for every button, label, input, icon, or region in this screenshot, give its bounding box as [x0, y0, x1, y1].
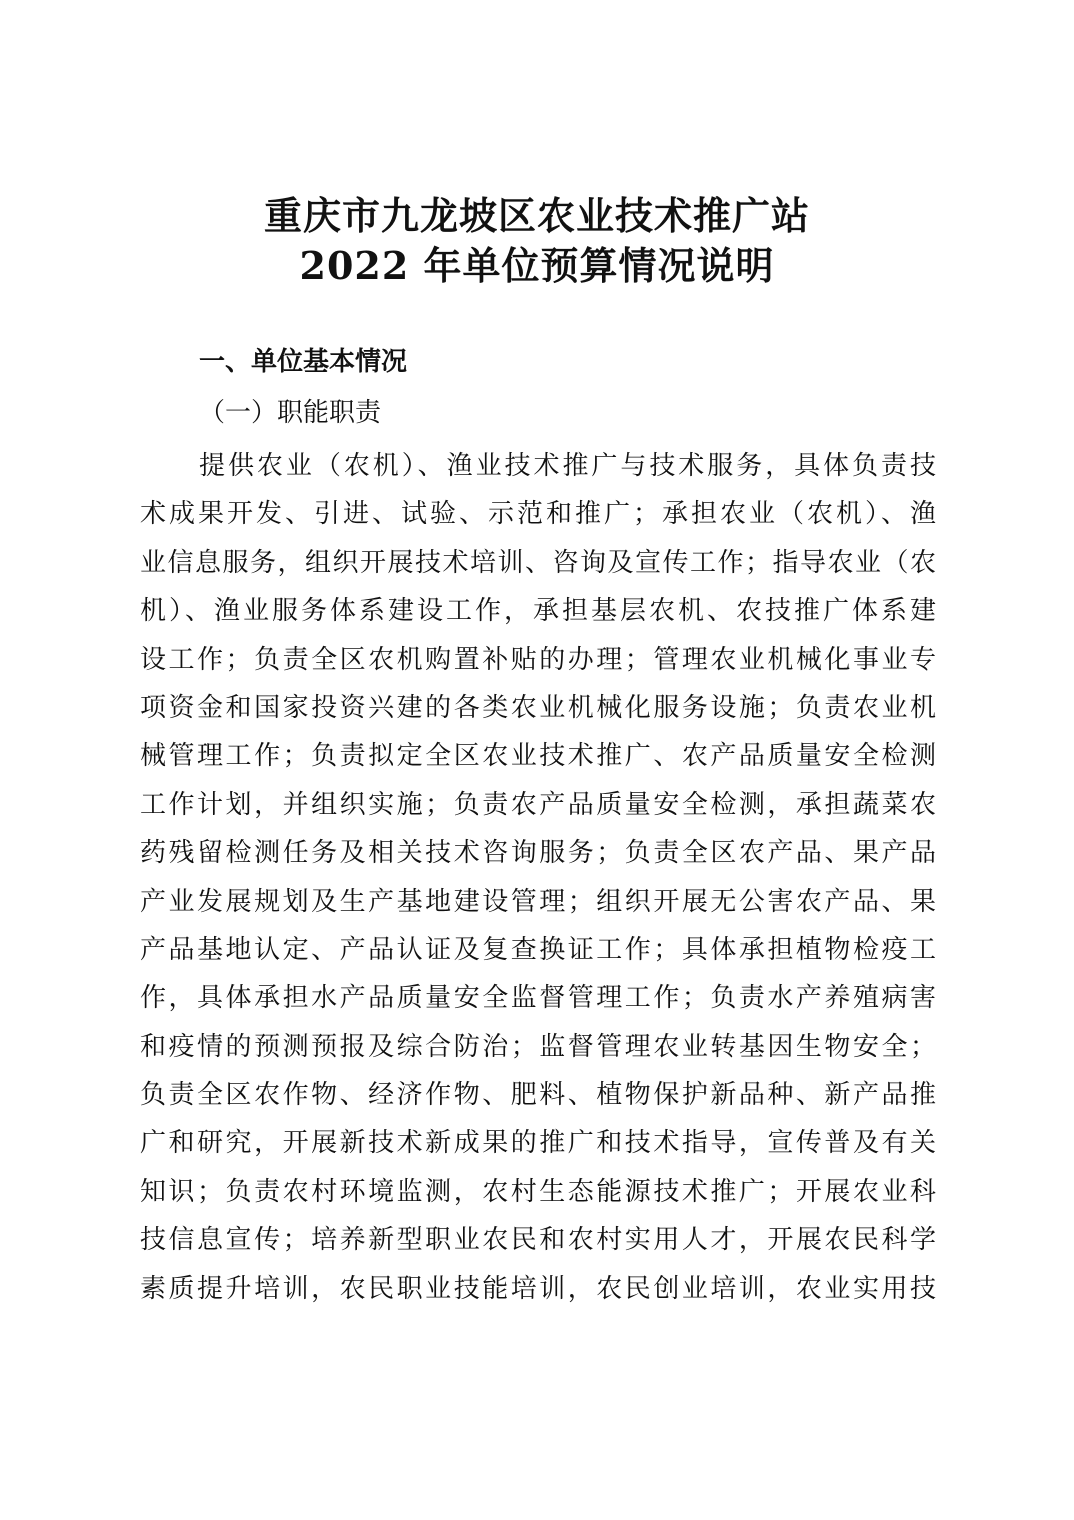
paragraph-line: 项资金和国家投资兴建的各类农业机械化服务设施；负责农业机 [140, 692, 936, 723]
paragraph-line: 素质提升培训，农民职业技能培训，农民创业培训，农业实用技 [140, 1273, 936, 1304]
body-paragraph [140, 442, 936, 1313]
subsection-heading: （一）职能职责 [199, 398, 382, 428]
paragraph-line: 药残留检测任务及相关技术咨询服务；负责全区农产品、果产品 [140, 838, 936, 869]
paragraph-line: 技信息宣传；培养新型职业农民和农村实用人才，开展农民科学 [140, 1225, 936, 1256]
paragraph-line: 作，具体承担水产品质量安全监督管理工作；负责水产养殖病害 [140, 983, 936, 1014]
section-heading: 一、单位基本情况 [199, 347, 408, 377]
paragraph-line: 机）、渔业服务体系建设工作，承担基层农机、农技推广体系建 [140, 596, 936, 627]
paragraph-line: 工作计划，并组织实施；负责农产品质量安全检测，承担蔬菜农 [140, 789, 936, 820]
paragraph-line: 械管理工作；负责拟定全区农业技术推广、农产品质量安全检测 [140, 741, 936, 772]
paragraph-line: 产品基地认定、产品认证及复查换证工作；具体承担植物检疫工 [140, 934, 936, 965]
paragraph-line: 提供农业（农机）、渔业技术推广与技术服务，具体负责技 [199, 451, 936, 481]
paragraph-line: 广和研究，开展新技术新成果的推广和技术指导，宣传普及有关 [140, 1128, 936, 1159]
paragraph-line: 术成果开发、引进、试验、示范和推广；承担农业（农机）、渔 [140, 499, 936, 530]
paragraph-line: 业信息服务，组织开展技术培训、咨询及宣传工作；指导农业（农 [140, 547, 936, 578]
paragraph-line: 负责全区农作物、经济作物、肥料、植物保护新品种、新产品推 [140, 1080, 936, 1111]
paragraph-line: 设工作；负责全区农机购置补贴的办理；管理农业机械化事业专 [140, 644, 936, 675]
paragraph-line: 知识；负责农村环境监测，农村生态能源技术推广；开展农业科 [140, 1176, 936, 1207]
paragraph-line: 产业发展规划及生产基地建设管理；组织开展无公害农产品、果 [140, 886, 936, 917]
paragraph-line: 和疫情的预测预报及综合防治；监督管理农业转基因生物安全； [140, 1031, 936, 1062]
document-title-line-1: 重庆市九龙坡区农业技术推广站 [263, 193, 810, 238]
document-title-line-2: 2022 年单位预算情况说明 [299, 243, 775, 288]
